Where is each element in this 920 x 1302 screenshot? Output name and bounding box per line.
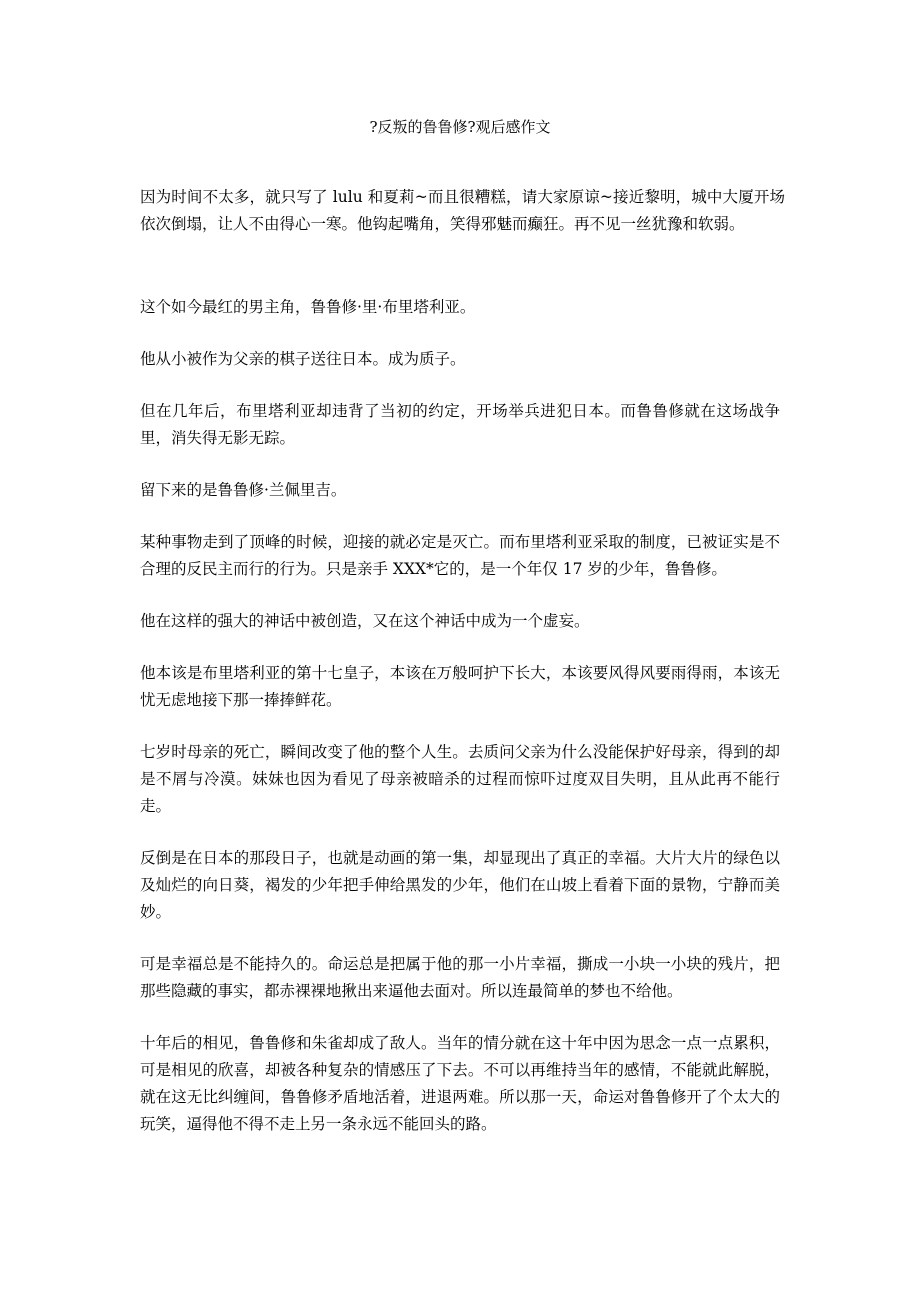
paragraph-10: 反倒是在日本的那段日子，也就是动画的第一集，却显现出了真正的幸福。大片大片的绿色以及灿烂的向日葵，褐发的少年把手伸给黑发的少年，他们在山坡上看着下面的景物，宁静而美妙。 xyxy=(140,849,780,921)
paragraph-9: 七岁时母亲的死亡，瞬间改变了他的整个人生。去质问父亲为什么没能保护好母亲，得到的却是不屑与冷漠。妹妹也因为看见了母亲被暗杀的过程而惊吓过度双目失明，且从此再不能行走。 xyxy=(140,743,780,815)
paragraph-1: 因为时间不太多，就只写了 lulu 和夏莉~而且很糟糕，请大家原谅~接近黎明，城中大厦开场依次倒塌，让人不由得心一寒。他钩起嘴角，笑得邪魅而癫狂。再不见一丝犹豫和软弱。 xyxy=(140,188,785,233)
paragraph-11: 可是幸福总是不能持久的。命运总是把属于他的那一小片幸福，撕成一小块一小块的残片，把那些隐藏的事实，都赤裸裸地揪出来逼他去面对。所以连最简单的梦也不给他。 xyxy=(140,955,780,1000)
paragraph-8: 他本该是布里塔利亚的第十七皇子，本该在万般呵护下长大，本该要风得风要雨得雨，本该无忧无虑地接下那一捧捧鲜花。 xyxy=(140,664,780,709)
paragraph-12: 十年后的相见，鲁鲁修和朱雀却成了敌人。当年的情分就在这十年中因为思念一点一点累积，可是相见的欣喜，却被各种复杂的情感压了下去。不可以再维持当年的感情，不能就此解脱，就在这无比纠缠间，鲁鲁修矛盾地活着，进退两难。所以那一天，命运对鲁鲁修开了个太大的玩笑，逼得他不得不走上另一条永远不能回头的路。 xyxy=(140,1034,780,1133)
document-body xyxy=(140,184,800,1163)
paragraph-4: 但在几年后，布里塔利亚却违背了当初的约定，开场举兵进犯日本。而鲁鲁修就在这场战争里，消失得无影无踪。 xyxy=(140,402,780,447)
paragraph-3: 他从小被作为父亲的棋子送往日本。成为质子。 xyxy=(140,350,466,368)
paragraph-5: 留下来的是鲁鲁修·兰佩里吉。 xyxy=(140,481,347,499)
document-title: ?反叛的鲁鲁修?观后感作文 xyxy=(369,118,551,136)
paragraph-7: 他在这样的强大的神话中被创造，又在这个神话中成为一个虚妄。 xyxy=(140,612,590,630)
paragraph-2: 这个如今最红的男主角，鲁鲁修·里·布里塔利亚。 xyxy=(140,298,476,316)
paragraph-6: 某种事物走到了顶峰的时候，迎接的就必定是灭亡。而布里塔利亚采取的制度，已被证实是不合理的反民主而行的行为。只是亲手 XXX*它的，是一个年仅 17 岁的少年，鲁鲁修。 xyxy=(140,533,780,578)
